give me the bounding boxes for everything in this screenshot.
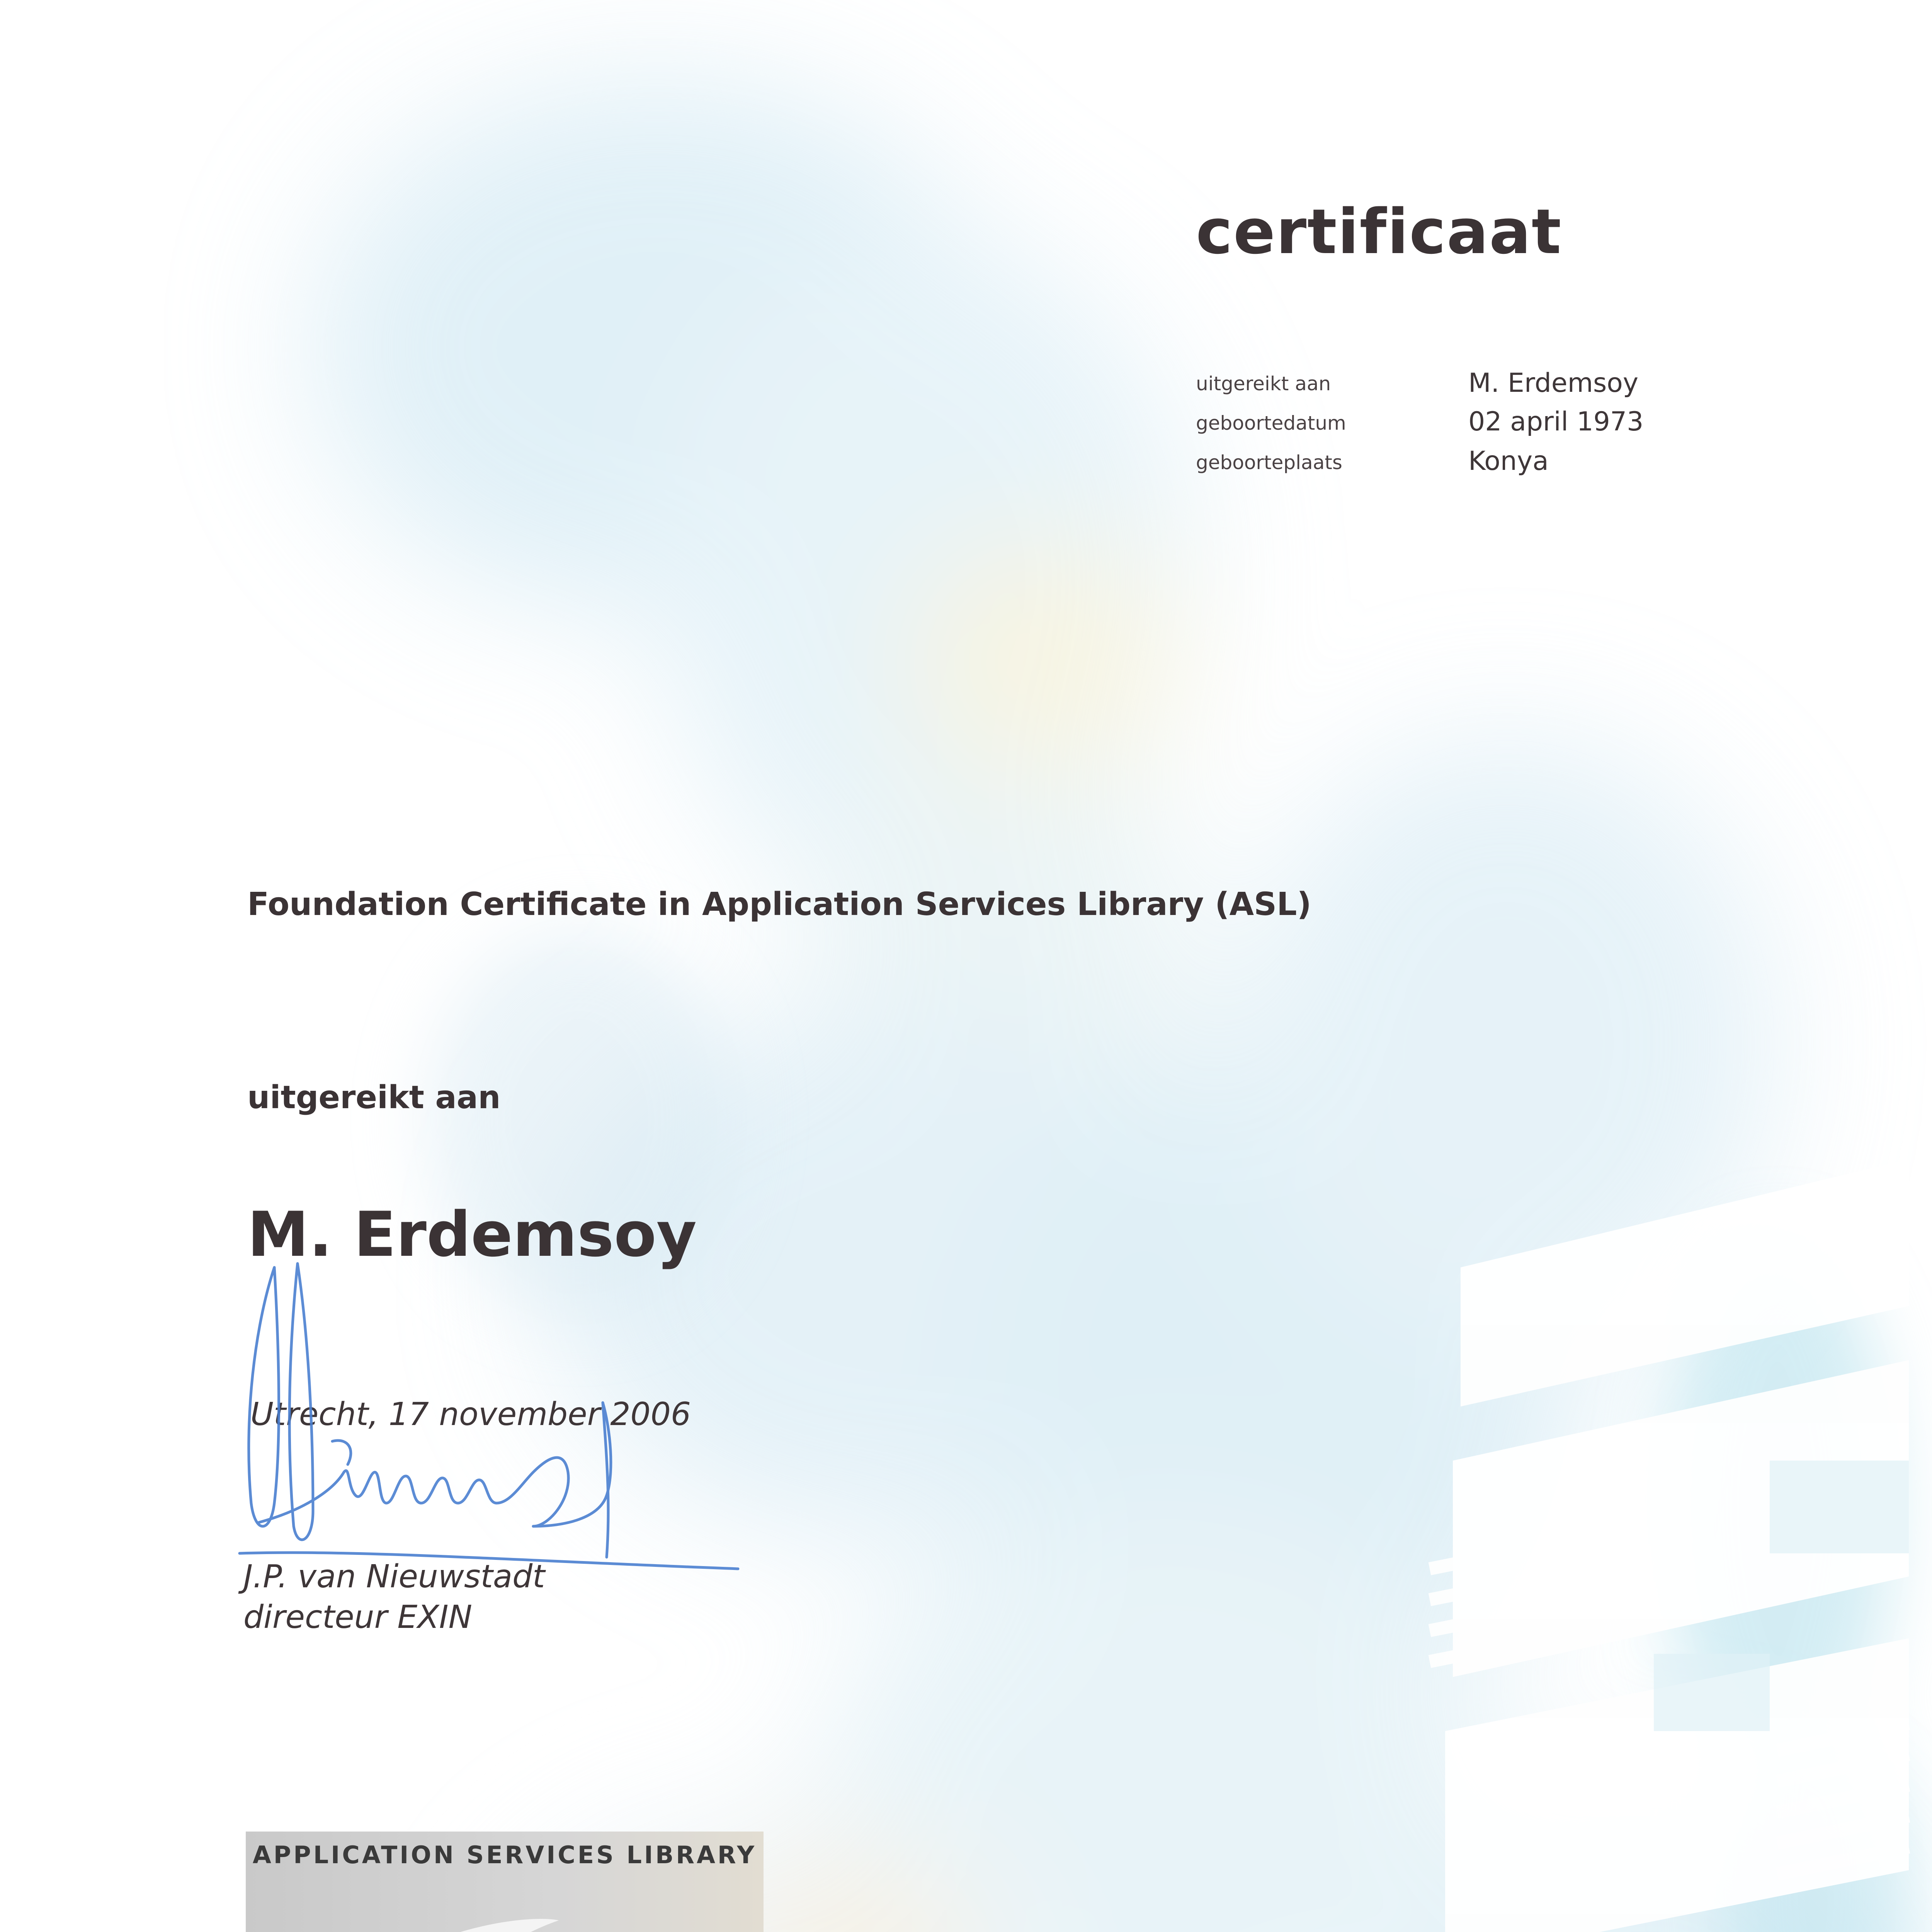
issued-to-heading: uitgereikt aan	[247, 1082, 500, 1114]
birthdate-label: geboortedatum	[1196, 413, 1346, 433]
course-title: Foundation Certificate in Application Services Library (ASL)	[247, 889, 1311, 920]
asl-logo-caption: APPLICATION SERVICES LIBRARY	[246, 1843, 764, 1867]
certificate-heading: certificaat	[1196, 201, 1562, 263]
recipient-name: M. Erdemsoy	[247, 1204, 697, 1265]
birthplace-value: Konya	[1468, 448, 1549, 474]
issued-to-label: uitgereikt aan	[1196, 374, 1331, 393]
birthplace-label: geboorteplaats	[1196, 453, 1342, 472]
signer-title: directeur EXIN	[243, 1602, 472, 1633]
birthdate-value: 02 april 1973	[1468, 409, 1643, 435]
issued-to-value: M. Erdemsoy	[1468, 370, 1638, 396]
place-and-date: Utrecht, 17 november 2006	[250, 1399, 691, 1430]
signer-name: J.P. van Nieuwstadt	[243, 1561, 545, 1593]
